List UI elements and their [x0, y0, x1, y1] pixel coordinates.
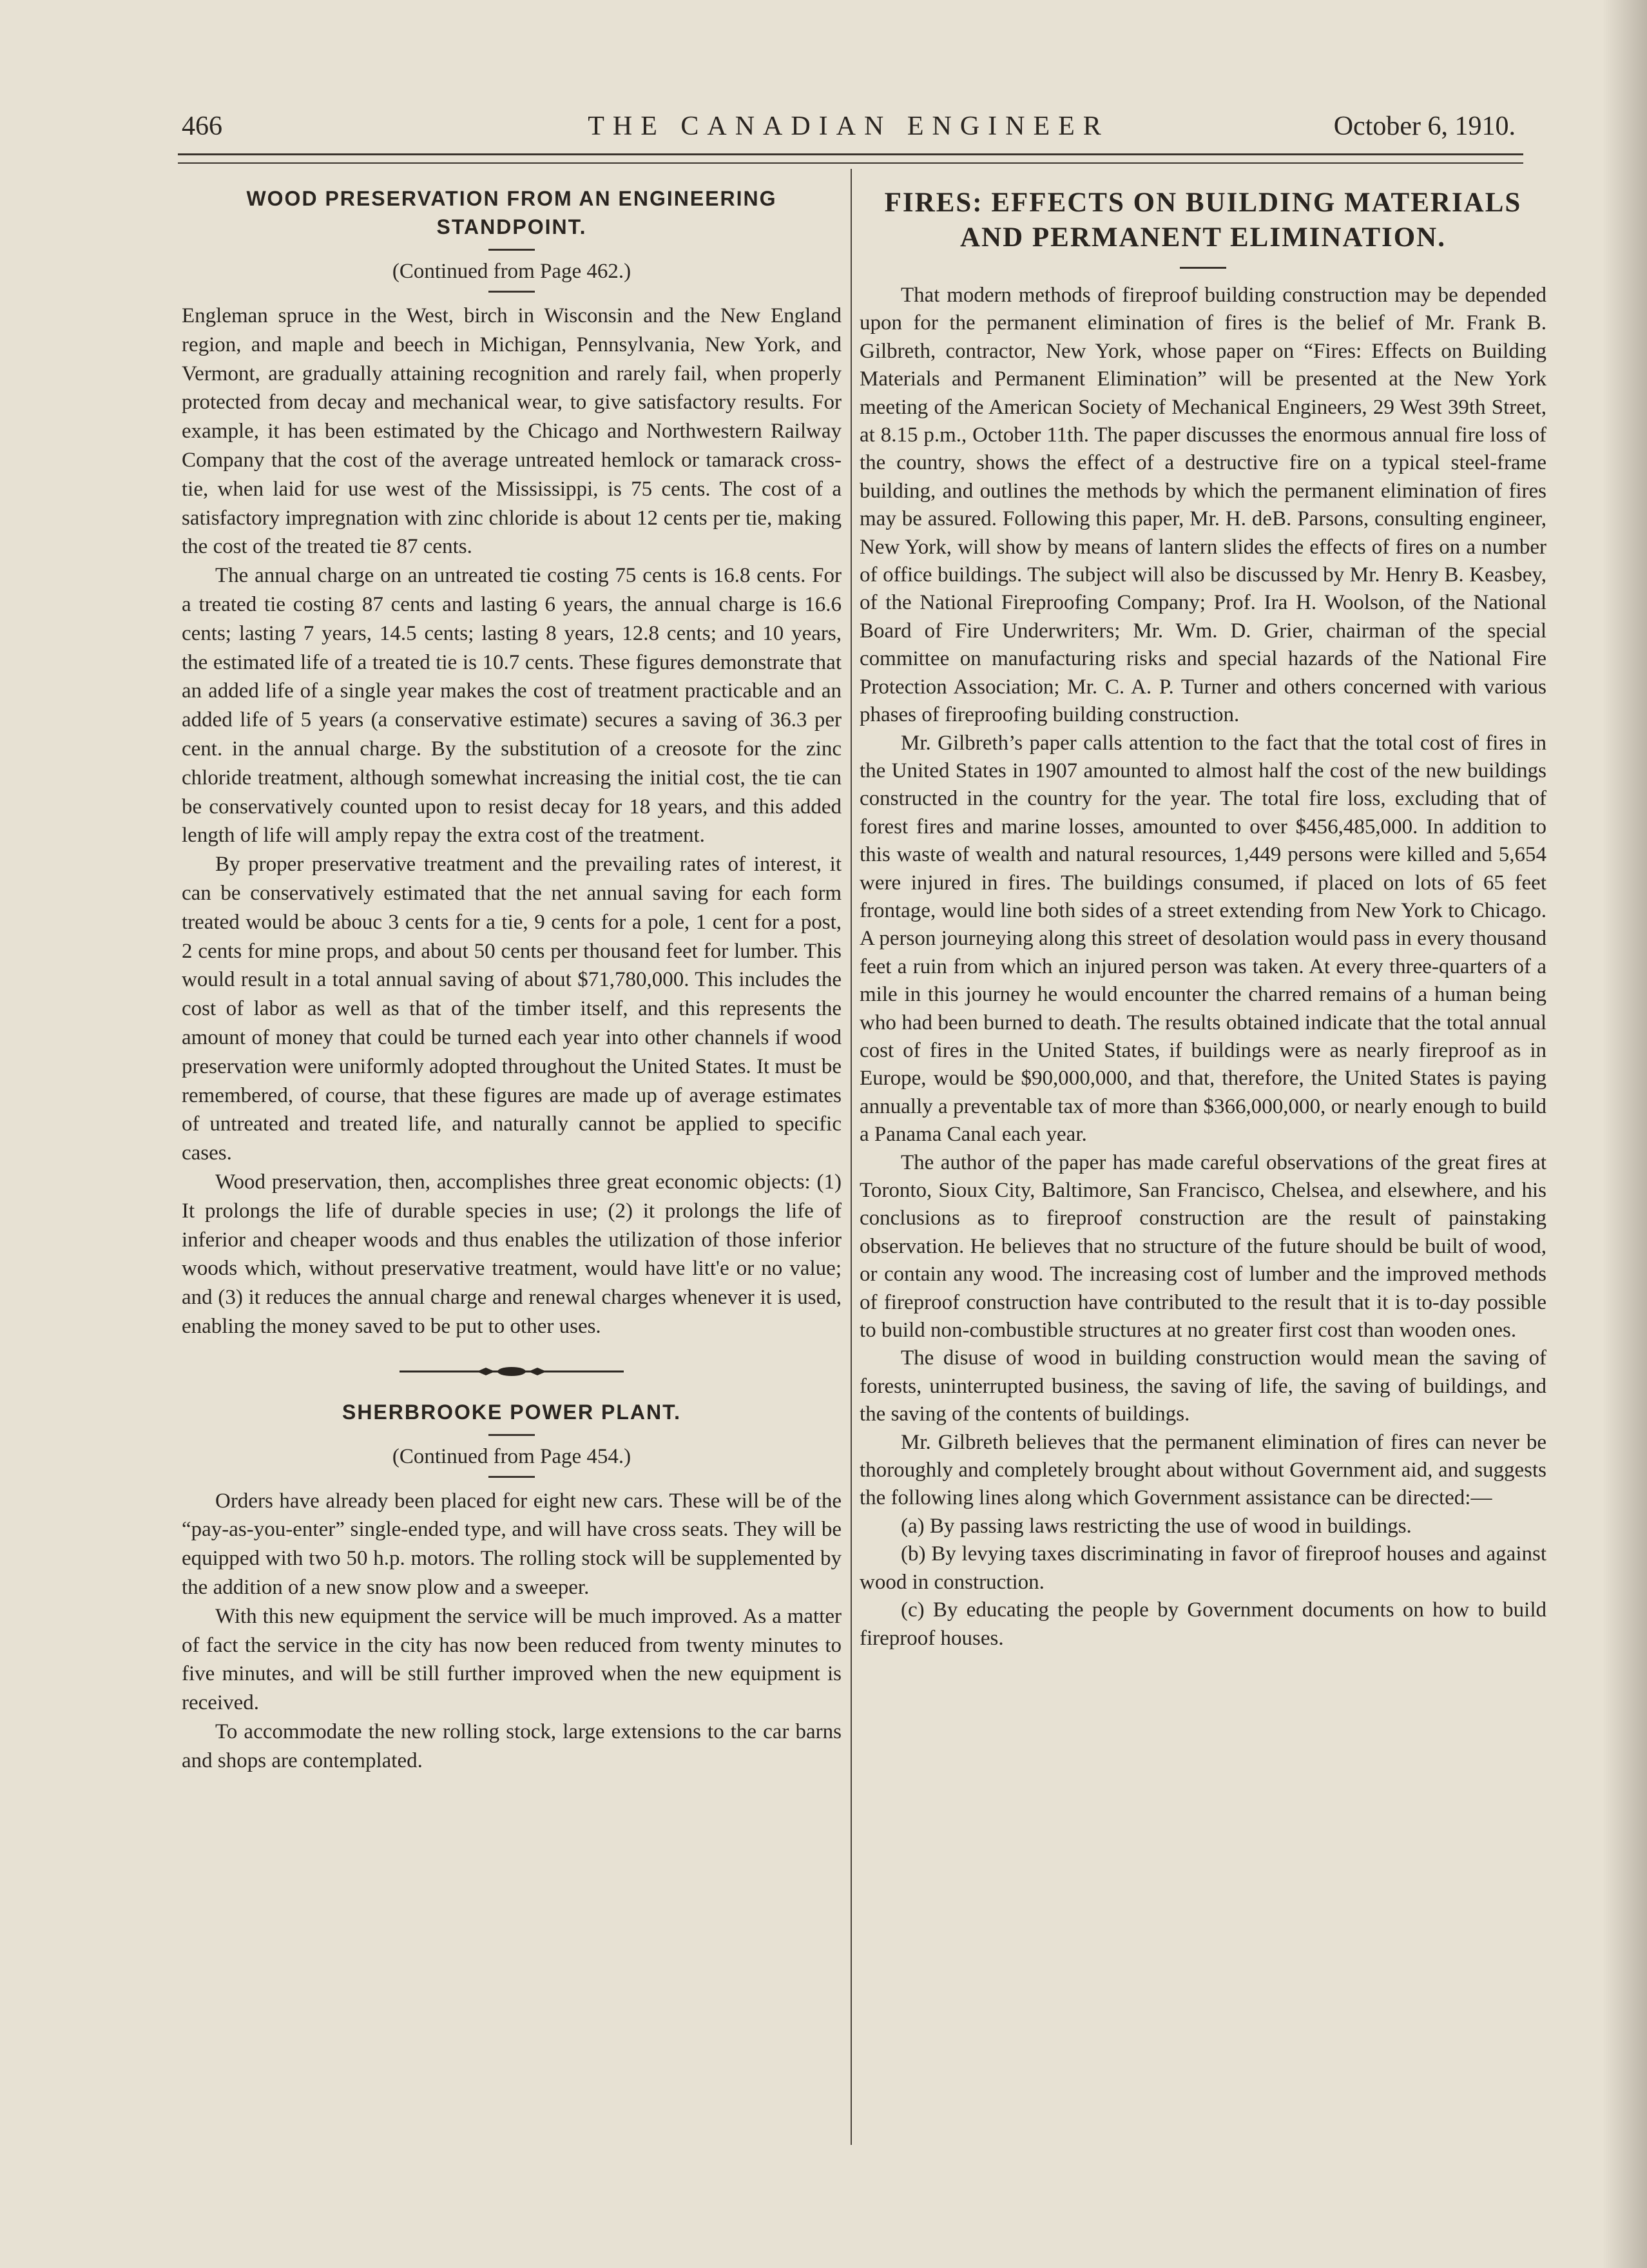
right-column — [860, 179, 1546, 1653]
paragraph: Engleman spruce in the West, birch in Wisconsin and the New England region, and maple and beech in Michigan, Pennsylvania, New York, and Vermont, are gradually attaining recognition and rarely fail, when properly protected from decay and mechanical wear, to give satisfactory results. For example, it has been estimated by the Chicago and Northwestern Railway Company that the cost of the average untreated hemlock or tamarack cross-tie, when laid for use west of the Mississippi, is 75 cents. The cost of a satisfactory impregnation with zinc chloride is about 12 cents per tie, making the cost of the treated tie 87 cents. — [182, 304, 842, 559]
section-divider-ornament — [396, 1364, 628, 1379]
list-item: (a) By passing laws restricting the use of wood in buildings. — [901, 1514, 1412, 1538]
article-body-wood-preservation — [182, 302, 842, 1341]
article-title-sherbrooke: SHERBROOKE POWER PLANT. — [342, 1400, 682, 1424]
header-rule-top — [178, 153, 1523, 155]
paragraph: The disuse of wood in building construction would mean the saving of forests, uninterrupted business, the saving of life, the saving of buildings, and the saving of the contents of buildings. — [860, 1346, 1546, 1426]
column-divider — [851, 169, 852, 2145]
masthead: THE CANADIAN ENGINEER — [588, 111, 1110, 141]
article-body-sherbrooke — [182, 1487, 842, 1776]
paragraph: The annual charge on an untreated tie costing 75 cents is 16.8 cents. For a treated tie costing 87 cents and lasting 6 years, the annual charge is 16.6 cents; lasting 7 years, 14.5 cents; lasting 8 years, 12.8 cents; and 10 years, the estimated life of a treated tie is 10.7 cents. These figures demonstrate that an added life of a single year makes the cost of treatment practicable and an added life of 5 years (a conservative estimate) secures a saving of 36.3 per cent. in the annual charge. By the substitution of a creosote for the zinc chloride treatment, although somewhat increasing the initial cost, the tie can be conservatively counted upon to resist decay for 18 years, and this added length of life will amply repay the extra cost of the treatment. — [182, 564, 842, 848]
title-rule — [488, 249, 535, 251]
page-edge-shadow — [1602, 0, 1647, 2268]
page-number: 466 — [182, 111, 222, 141]
paragraph: Mr. Gilbreth believes that the permanent elimination of fires can never be thoroughly and completely brought about without Government aid, and suggests the following lines along which Government assistance can be directed:— — [860, 1430, 1546, 1510]
subtitle-rule — [488, 291, 535, 293]
paragraph: Wood preservation, then, accomplishes three great economic objects: (1) It prolongs the life of durable species in use; (2) it prolongs the life of inferior and cheaper woods and thus enables the utilization of those inferior woods which, without preservative treatment, would have litt'e or no value; and (3) it reduces the annual charge and renewal charges whenever it is used, enabling the money saved to be put to other uses. — [182, 1170, 842, 1338]
continued-note: (Continued from Page 462.) — [392, 260, 631, 283]
article-title-wood-preservation: WOOD PRESERVATION FROM AN ENGINEERING STANDPOINT. — [246, 187, 777, 238]
title-rule — [488, 1434, 535, 1436]
continued-note: (Continued from Page 454.) — [392, 1444, 631, 1468]
list-item: (b) By levying taxes discriminating in favor of fireproof houses and against wood in construction. — [860, 1542, 1546, 1594]
paragraph: Orders have already been placed for eight new cars. These will be of the “pay-as-you-enter” single-ended type, and will have cross seats. They will be equipped with two 50 h.p. motors. The rolling stock will be supplemented by the addition of a new snow plow and a sweeper. — [182, 1489, 842, 1600]
paragraph: Mr. Gilbreth’s paper calls attention to the fact that the total cost of fires in the United States in 1907 amounted to almost half the cost of the new buildings constructed in the country for the year. The total fire loss, excluding that of forest fires and marine losses, amounted to over $456,485,000. In addition to this waste of wealth and natural resources, 1,449 persons were killed and 5,654 were injured in fires. The buildings consumed, if placed on lots of 65 feet frontage, would line both sides of a street extending from New York to Chicago. A person journeying along this street of desolation would pass in every thousand feet a ruin from which an injured person was taken. At every three-quarters of a mile in this journey he would encounter the charred remains of a human being who had been burned to death. The results obtained indicate that the total annual cost of fires in the United States, if buildings were as nearly fireproof as in Europe, would be $90,000,000, and that, therefore, the United States is paying annually a preventable tax of more than $366,000,000, or nearly enough to build a Panama Canal each year. — [860, 731, 1546, 1147]
article-title-fires: FIRES: EFFECTS ON BUILDING MATERIALS AND PERMANENT ELIMINATION. — [884, 188, 1522, 253]
left-column — [182, 179, 842, 1776]
paragraph: To accommodate the new rolling stock, large extensions to the car barns and shops are contemplated. — [182, 1720, 842, 1772]
paragraph: That modern methods of fireproof building construction may be depended upon for the permanent elimination of fires is the belief of Mr. Frank B. Gilbreth, contractor, New York, whose paper on “Fires: Effects on Building Materials and Permanent Elimination” will be presented at the New York meeting of the American Society of Mechanical Engineers, 29 West 39th Street, at 8.15 p.m., October 11th. The paper discusses the enormous annual fire loss of the country, shows the effect of a destructive fire on a typical steel-frame building, and outlines the methods by which the permanent elimination of fires may be assured. Following this paper, Mr. H. deB. Parsons, consulting engineer, New York, will show by means of lantern slides the effects of fires on a number of office buildings. The subject will also be discussed by Mr. Henry B. Keasbey, of the National Fireproofing Company; Prof. Ira H. Woolson, of the National Board of Fire Underwriters; Mr. Wm. D. Grier, chairman of the special committee on manufacturing risks and special hazards of the National Fire Protection Association; Mr. C. A. P. Turner and others concerned with various phases of fireproofing building construction. — [860, 284, 1546, 727]
header-rule-bottom — [178, 162, 1523, 164]
list-item: (c) By educating the people by Government documents on how to build fireproof houses. — [860, 1598, 1546, 1650]
title-rule — [1180, 267, 1226, 269]
paragraph: The author of the paper has made careful observations of the great fires at Toronto, Sioux City, Baltimore, San Francisco, Chelsea, and elsewhere, and his conclusions as to fireproof construction are the result of painstaking observation. He believes that no structure of the future should be built of wood, or contain any wood. The increasing cost of lumber and the improved methods of fireproof construction have contributed to the result that it is to-day possible to build non-combustible structures at no greater first cost than wooden ones. — [860, 1150, 1546, 1342]
issue-date: October 6, 1910. — [1333, 111, 1516, 141]
page-header — [182, 111, 1516, 150]
article-body-fires — [860, 282, 1546, 1653]
subtitle-rule — [488, 1476, 535, 1478]
paragraph: With this new equipment the service will be much improved. As a matter of fact the service in the city has now been reduced from twenty minutes to five minutes, and will be still further improved when the new equipment is received. — [182, 1604, 842, 1715]
paragraph: By proper preservative treatment and the prevailing rates of interest, it can be conservatively estimated that the net annual saving for each form treated would be abouc 3 cents for a tie, 9 cents for a pole, 1 cent for a post, 2 cents for mine props, and about 50 cents per thousand feet for lumber. This would result in a total annual saving of about $71,780,000. This includes the cost of labor as well as that of the timber itself, and this represents the amount of money that could be turned each year into other channels if wood preservation were uniformly adopted throughout the United States. It must be remembered, of course, that these figures are made up of average estimates of untreated and treated life, and naturally cannot be applied to specific cases. — [182, 853, 842, 1165]
